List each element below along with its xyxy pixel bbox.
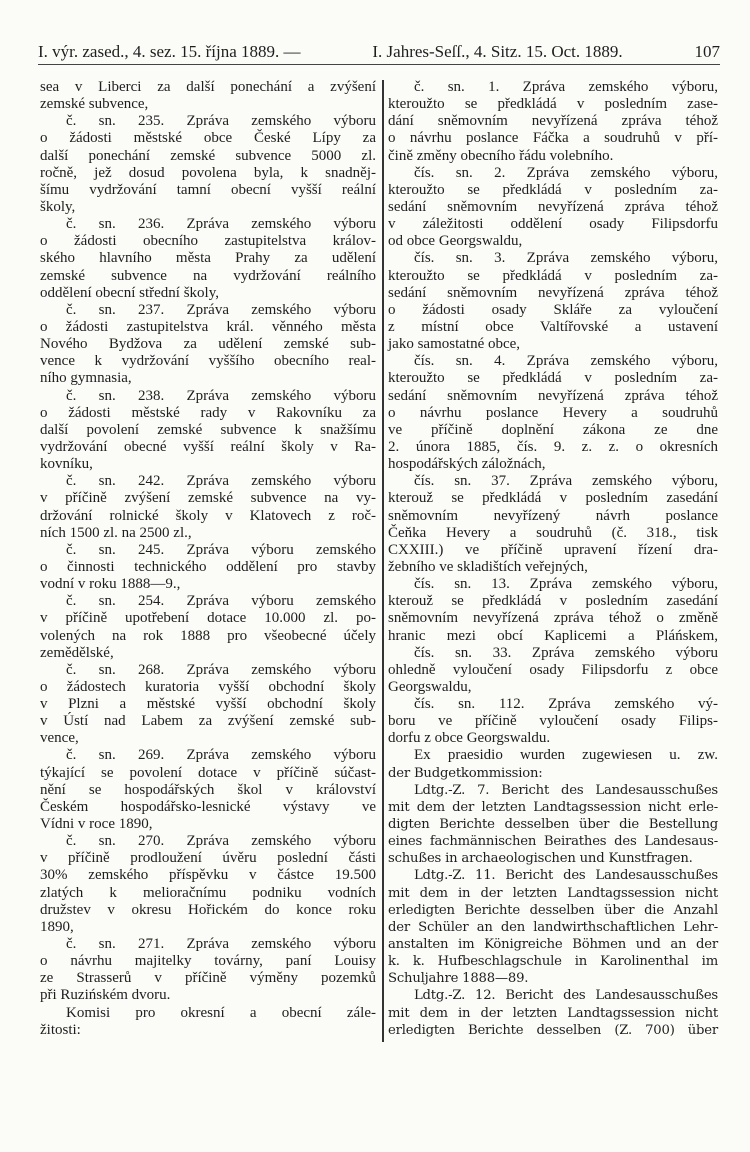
text-line: týkající se povolení dotace v příčině súčast-	[40, 764, 376, 781]
text-line: žitosti:	[40, 1021, 81, 1038]
text-line: č. sn. 254. Zpráva výboru zemského	[66, 593, 376, 610]
text-line: čís. sn. 13. Zpráva zemského výboru,	[414, 576, 718, 593]
text-line: při Ruzińském dvoru.	[40, 987, 171, 1004]
text-line: č. sn. 236. Zpráva zemského výboru	[66, 216, 376, 233]
text-line: Ldtg.-Z. 7. Bericht des Landesausschußes	[414, 782, 718, 798]
text-line: o žádosti obecního zastupitelstva králov-	[40, 233, 376, 250]
text-line: zemské subvence,	[40, 96, 149, 113]
text-line: kteroužto se předkládá v posledním za-	[388, 267, 718, 284]
text-line: ského hlavního města Prahy za udělení	[40, 250, 376, 267]
text-line: ze Strasserů v příčině výměny pozemků	[40, 970, 376, 987]
text-line: č. sn. 268. Zpráva zemského výboru	[66, 661, 376, 678]
text-line: volených na rok 1888 pro všeobecné účely	[40, 627, 376, 644]
text-line: vydržování obecné vyšší reální školy v Ra-	[40, 438, 376, 455]
text-line: mit dem in der letzten Landtagssession nicht	[388, 1005, 718, 1021]
text-line: mit dem der letzten Landtagssession nicht erle-	[388, 799, 718, 815]
text-line: anstalten im Königreiche Böhmen und an der	[388, 937, 718, 953]
running-header	[38, 36, 720, 65]
text-line: šímu vydržování tamní obecní vyšší reální	[40, 181, 376, 198]
text-line: oddělení obecní střední školy,	[40, 284, 219, 301]
text-line: nění se hospodářských škol v království	[40, 781, 376, 798]
text-line: ního gymnasia,	[40, 370, 132, 387]
text-line: 2. února 1885, čís. 9. z. z. o okresních	[388, 438, 718, 455]
text-line: digten Berichte desselben über die Bestellung	[388, 817, 718, 833]
text-line: Ldtg.-Z. 12. Bericht des Landesausschußes	[414, 988, 718, 1004]
text-line: č. sn. 242. Zpráva zemského výboru	[66, 473, 376, 490]
header-czech: I. výr. zased., 4. sez. 15. října 1889. —	[38, 42, 301, 61]
text-line: kteroužto se předkládá v posledním za-	[388, 181, 718, 198]
text-line: Komisi pro okresní a obecní zále-	[66, 1004, 376, 1021]
text-line: čís. sn. 37. Zpráva zemského výboru,	[414, 473, 718, 490]
text-line: družstev v okresu Hořickém do konce roku	[40, 901, 376, 918]
text-line: v Plzni a městské vyšší obchodní školy	[40, 696, 376, 713]
text-line: Ex praesidio wurden zugewiesen u. zw.	[414, 747, 718, 764]
text-line: o návrhu poslance Hevery a soudruhů	[388, 404, 718, 421]
text-line: kovníku,	[40, 456, 93, 473]
text-line: 30% zemského příspěvku v částce 19.500	[40, 867, 376, 884]
text-line: sedání sněmovním nevyřízená zpráva téhož	[388, 198, 718, 215]
text-line: v Ústí nad Labem za zvýšení zemské sub-	[40, 713, 376, 730]
text-line: č. sn. 235. Zpráva zemského výboru	[66, 113, 376, 130]
text-line: Ldtg.-Z. 11. Bericht des Landesausschußes	[414, 868, 718, 884]
page-number: 107	[694, 42, 720, 61]
text-line: č. sn. 1. Zpráva zemského výboru,	[414, 79, 718, 95]
text-line: sedání sněmovním nevyřízená zpráva téhož	[388, 387, 718, 404]
text-line: zemské subvence na vydržování reálního	[40, 267, 376, 284]
text-line: hranic mezi obcí Kaplicemi a Pláńskem,	[388, 627, 718, 644]
text-line: o činnosti technického oddělení pro stavby	[40, 558, 376, 575]
text-line: kteroužto se předkládá v posledním za-	[388, 370, 718, 387]
text-line: o žádosti městské obce České Lípy za	[40, 130, 376, 147]
text-line: kterouž se předkládá v posledním zasedání	[388, 593, 718, 610]
text-line: vence,	[40, 730, 79, 747]
text-line: další ponechání zemské subvence 5000 zl.	[40, 147, 376, 164]
text-line: žebního ve skladištích veřejných,	[388, 558, 588, 575]
text-line: 1890,	[40, 918, 74, 935]
text-line: o žádosti městské rady v Rakovníku za	[40, 404, 376, 421]
text-line: v záležitosti oddělení osady Filipsdorfu	[388, 216, 718, 233]
text-line: o návrhu poslance Fáčka a soudruhů v pří-	[388, 130, 718, 147]
text-line: čině změny obecního řádu volebního.	[388, 147, 614, 164]
text-line: sedání sněmovním nevyřízená zpráva téhož	[388, 284, 718, 301]
text-line: der Budgetkommission:	[388, 765, 543, 781]
text-line: o žádostech kuratoria vyšší obchodní školy	[40, 678, 376, 695]
header-german: I. Jahres-Seſſ., 4. Sitz. 15. Oct. 1889.	[372, 42, 623, 61]
text-line: zlatých k melioračnímu podniku vodních	[40, 884, 376, 901]
text-line: kteroužto se předkládá v posledním zase-	[388, 96, 718, 113]
text-line: jako samostatné obce,	[388, 336, 521, 353]
text-line: dorfu z obce Georgswaldu.	[388, 730, 551, 747]
text-line: erledigten Berichte desselben (Z. 700) über	[388, 1022, 718, 1038]
text-line: čís. sn. 112. Zpráva zemského vý-	[414, 696, 718, 713]
text-line: ohledně vyloučení osady Filipsdorfu z obce	[388, 661, 718, 678]
text-line: sea v Liberci za další ponechání a zvýšení	[40, 79, 376, 95]
text-line: vodní v roku 1888—9.,	[40, 576, 181, 593]
text-line: č. sn. 270. Zpráva zemského výboru	[66, 833, 376, 850]
text-line: boru ve příčině vyloučení osady Filips-	[388, 713, 718, 730]
text-line: držování rolnické školy v Klatovech z roč-	[40, 507, 376, 524]
text-line: čís. sn. 33. Zpráva zemského výboru	[414, 644, 718, 661]
text-line: č. sn. 245. Zpráva výboru zemského	[66, 541, 376, 558]
text-line: kterouž se předkládá v posledním zasedání	[388, 490, 718, 507]
text-line: sněmovním nevyřízená zpráva téhož o změně	[388, 610, 718, 627]
text-line: Schuljahre 1888—89.	[388, 971, 529, 987]
text-line: č. sn. 238. Zpráva zemského výboru	[66, 387, 376, 404]
text-line: č. sn. 271. Zpráva zemského výboru	[66, 936, 376, 953]
text-line: čís. sn. 4. Zpráva zemského výboru,	[414, 353, 718, 370]
text-line: mit dem in der letzten Landtagssession nicht	[388, 885, 718, 901]
column-divider	[382, 80, 384, 1042]
text-line: čís. sn. 3. Zpráva zemského výboru,	[414, 250, 718, 267]
text-line: v příčině zvýšení zemské subvence na vy-	[40, 490, 376, 507]
text-line: v příčině prodloužení úvěru poslední části	[40, 850, 376, 867]
text-line: z místní obce Valtířovské a ustavení	[388, 318, 718, 335]
text-line: Georgswaldu,	[388, 678, 472, 695]
right-column	[388, 79, 718, 1039]
text-line: Vídni v roce 1890,	[40, 816, 153, 833]
text-line: dání sněmovním nevyřízená zpráva téhož	[388, 113, 718, 130]
text-line: ročně, jež dosud povolena byla, k snadněj-	[40, 164, 376, 181]
text-line: ních 1500 zl. na 2500 zl.,	[40, 524, 192, 541]
text-line: další povolení zemské subvence k snažšímu	[40, 421, 376, 438]
text-line: sněmovním nevyřízený návrh poslance	[388, 507, 718, 524]
text-line: k. k. Hufbeschlagschule in Karolinenthal im	[388, 954, 718, 970]
text-line: o žádosti zastupitelstva král. věnného města	[40, 318, 376, 335]
text-line: o návrhu majitelky továrny, paní Louisy	[40, 953, 376, 970]
text-line: Českém hospodářsko-lesnické výstavy ve	[40, 798, 376, 815]
text-line: školy,	[40, 198, 76, 215]
left-column	[40, 79, 376, 1039]
text-line: CXXIII.) ve příčině upravení řízení dra-	[388, 541, 718, 558]
text-line: č. sn. 269. Zpráva zemského výboru	[66, 747, 376, 764]
text-line: schußes in archaeologischen und Kunstfragen.	[388, 851, 693, 867]
text-line: vence k vydržování vyššího obecního real-	[40, 353, 376, 370]
text-line: erledigten Berichte desselben über die Anzahl	[388, 902, 718, 918]
text-line: hospodářských záložnách,	[388, 456, 546, 473]
text-line: zemědělské,	[40, 644, 114, 661]
text-line: eines fachmännischen Beirathes des Landesaus-	[388, 834, 718, 850]
text-line: od obce Georgswaldu,	[388, 233, 523, 250]
text-line: Čeňka Hevery a soudruhů (č. 318., tisk	[388, 524, 718, 541]
text-line: o žádosti osady Skláře za vyloučení	[388, 301, 718, 318]
text-line: ve příčině doplnění zákona ze dne	[388, 421, 718, 438]
text-line: Nového Bydžova za udělení zemské sub-	[40, 336, 376, 353]
text-line: č. sn. 237. Zpráva zemského výboru	[66, 301, 376, 318]
text-line: čís. sn. 2. Zpráva zemského výboru,	[414, 164, 718, 181]
text-line: v příčině upotřebení dotace 10.000 zl. po-	[40, 610, 376, 627]
text-line: der Schüler an den landwirthschaftlichen Lehr-	[388, 919, 718, 935]
